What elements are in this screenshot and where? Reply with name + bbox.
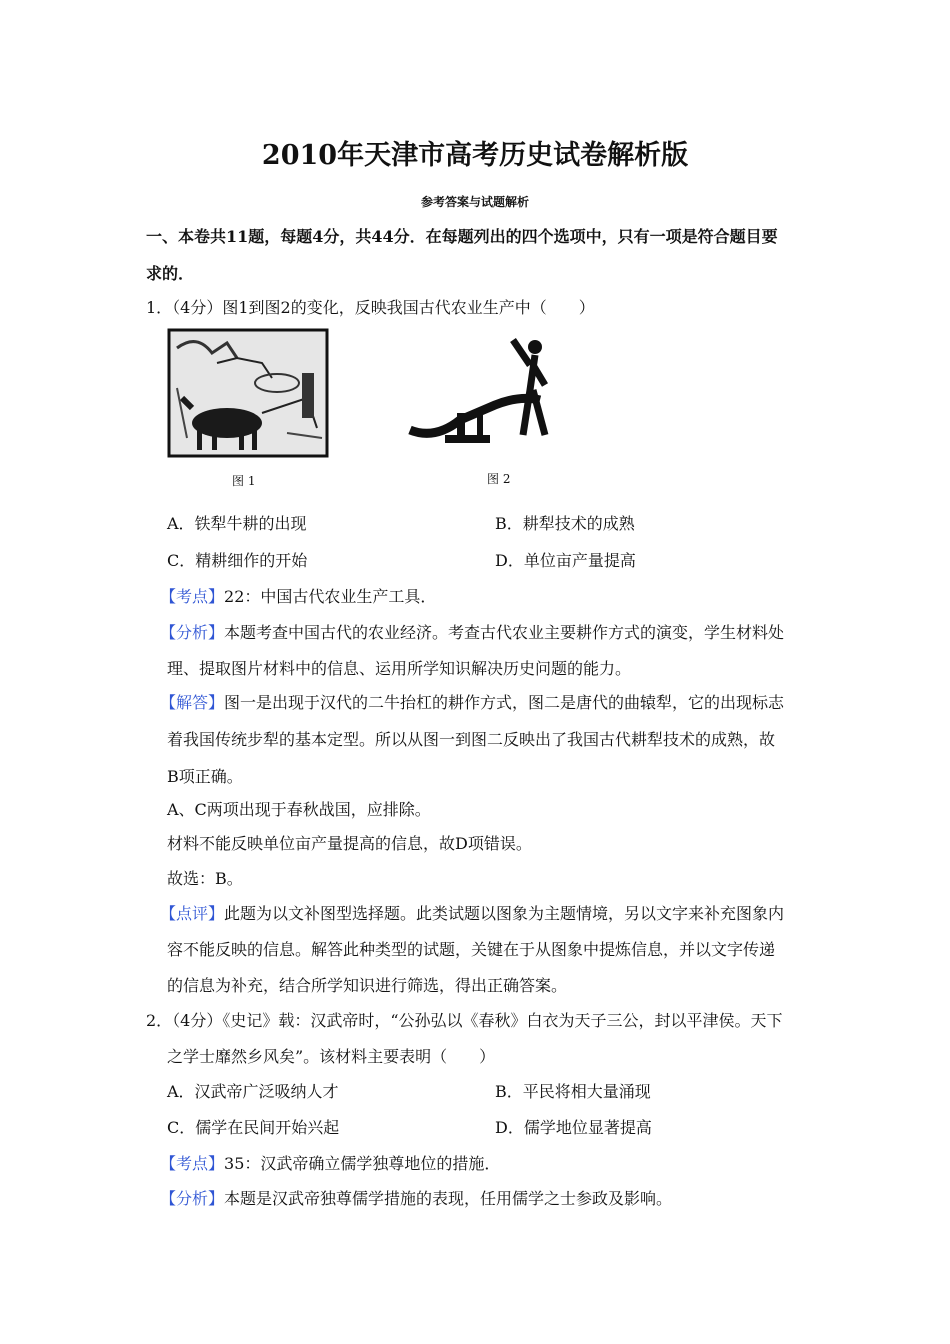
figure-2-caption: 图 2 [487,472,511,486]
kaodian-tag: 【考点】 [160,587,225,606]
q2-option-a: A．汉武帝广泛吸纳人才 [167,1082,339,1101]
fenxi-tag: 【分析】 [160,623,225,642]
q2-kaodian: 【考点】35：汉武帝确立儒学独尊地位的措施． [160,1154,501,1173]
q1-dianping-line3: 的信息为补充，结合所学知识进行筛选，得出正确答案。 [167,976,568,995]
q2-option-b: B．平民将相大量涌现 [495,1082,651,1101]
q1-dianping-line2: 容不能反映的信息。解答此种类型的试题，关键在于从图象中提炼信息，并以文字传递 [167,940,776,959]
q1-kaodian: 【考点】22：中国古代农业生产工具． [160,587,437,606]
q2-stem-line2: 之学士靡然乡风矣”。该材料主要表明（ ） [167,1047,496,1066]
q1-dianping: 【点评】此题为以文补图型选择题。此类试题以图象为主题情境，另以文字来补充图象内 [160,904,785,923]
q2-stem: 2．（4分）《史记》载：汉武帝时，“公孙弘以《春秋》白衣为天子三公，封以平津侯。天下 [146,1011,783,1030]
q1-option-c: C．精耕细作的开始 [167,551,308,570]
page-title: 2010年天津市高考历史试卷解析版 [261,140,689,171]
q1-jieda-line4: A、C两项出现于春秋战国，应排除。 [167,800,431,819]
dianping-tag: 【点评】 [160,904,225,923]
kaodian-tag: 【考点】 [160,1154,225,1173]
section-heading: 一、本卷共11题，每题4分，共44分．在每题列出的四个选项中，只有一项是符合题目要 [146,227,778,246]
q1-jieda-line5: 材料不能反映单位亩产量提高的信息，故D项错误。 [167,834,532,853]
q1-fenxi: 【分析】本题考查中国古代的农业经济。考查古代农业主要耕作方式的演变，学生材料处 [160,623,785,642]
q2-fenxi: 【分析】本题是汉武帝独尊儒学措施的表现，任用儒学之士参政及影响。 [160,1189,673,1208]
q1-jieda-line2: 着我国传统步犁的基本定型。所以从图一到图二反映出了我国古代耕犁技术的成熟，故 [167,730,776,749]
q1-jieda-line3: B项正确。 [167,767,243,786]
q1-jieda: 【解答】图一是出现于汉代的二牛抬杠的耕作方式，图二是唐代的曲辕犁，它的出现标志 [160,693,785,712]
figure-2-curved-plough-image [405,335,575,453]
q1-fenxi-line2: 理、提取图片材料中的信息、运用所学知识解决历史问题的能力。 [167,659,632,678]
figure-1-caption: 图 1 [232,474,256,488]
figure-1-ox-plough-image [167,328,329,458]
q1-option-a: A．铁犁牛耕的出现 [167,514,307,533]
jieda-tag: 【解答】 [160,693,225,712]
q1-answer: 故选：B。 [167,869,243,888]
q2-option-c: C．儒学在民间开始兴起 [167,1118,340,1137]
q1-option-b: B．耕犁技术的成熟 [495,514,635,533]
q1-stem: 1．（4分）图1到图2的变化，反映我国古代农业生产中（ ） [146,298,595,317]
q2-option-d: D．儒学地位显著提高 [495,1118,652,1137]
fenxi-tag: 【分析】 [160,1189,225,1208]
page-subtitle: 参考答案与试题解析 [420,195,529,209]
q1-option-d: D．单位亩产量提高 [495,551,636,570]
section-heading-cont: 求的． [146,264,195,283]
